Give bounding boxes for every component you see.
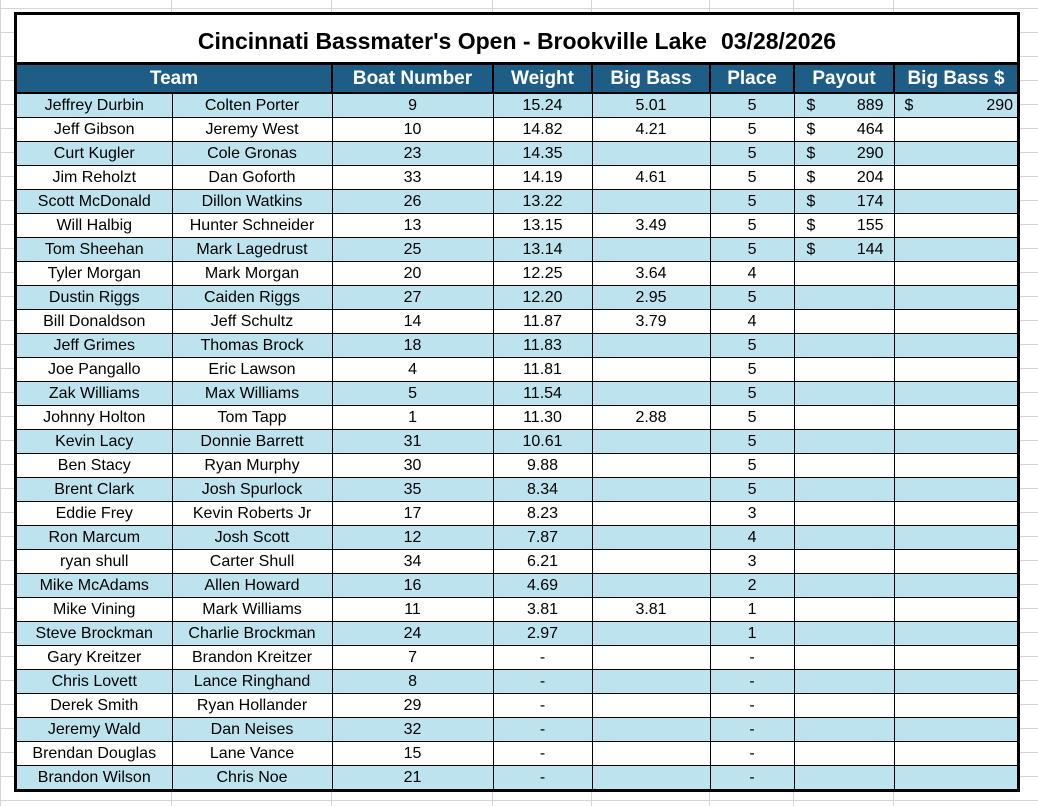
place-cell[interactable]: 1 [710,622,794,646]
boat-number-cell[interactable]: 26 [332,190,493,214]
boat-number-cell[interactable]: 29 [332,694,493,718]
boat-number-cell[interactable]: 31 [332,430,493,454]
table-row [17,286,1017,310]
team-member-1-cell[interactable]: Brendan Douglas [17,742,172,766]
weight-cell[interactable]: 14.35 [493,142,592,166]
team-member-2-cell[interactable]: Chris Noe [172,766,332,790]
place-cell[interactable]: - [710,742,794,766]
big-bass-dollars-cell[interactable] [894,478,1017,502]
payout-cell[interactable] [794,430,894,454]
big-bass-dollars-cell[interactable] [894,574,1017,598]
team-member-2-cell[interactable]: Mark Morgan [172,262,332,286]
team-member-2-cell[interactable]: Donnie Barrett [172,430,332,454]
big-bass-cell[interactable] [592,478,710,502]
big-bass-dollars-cell[interactable] [894,358,1017,382]
table-row [17,670,1017,694]
currency-symbol: $ [806,96,816,114]
big-bass-dollars-cell[interactable] [894,238,1017,262]
header-weight[interactable]: Weight [493,65,592,93]
amount: 174 [856,192,884,210]
big-bass-cell[interactable] [592,454,710,478]
boat-number-cell[interactable]: 20 [332,262,493,286]
team-member-2-cell[interactable]: Colten Porter [172,93,332,118]
big-bass-cell[interactable]: 4.21 [592,118,710,142]
place-cell[interactable]: 5 [710,406,794,430]
team-member-1-cell[interactable]: Tom Sheehan [17,238,172,262]
table-row [17,238,1017,262]
team-member-2-cell[interactable]: Brandon Kreitzer [172,646,332,670]
team-member-1-cell[interactable]: ryan shull [17,550,172,574]
weight-cell[interactable]: 9.88 [493,454,592,478]
big-bass-cell[interactable] [592,646,710,670]
place-cell[interactable]: 4 [710,526,794,550]
table-row [17,406,1017,430]
weight-cell[interactable]: 13.15 [493,214,592,238]
team-member-1-cell[interactable]: Jeff Grimes [17,334,172,358]
big-bass-dollars-cell[interactable] [894,718,1017,742]
team-member-1-cell[interactable]: Mike McAdams [17,574,172,598]
table-row [17,358,1017,382]
team-member-1-cell[interactable]: Jeff Gibson [17,118,172,142]
team-member-1-cell[interactable]: Ron Marcum [17,526,172,550]
boat-number-cell[interactable]: 15 [332,742,493,766]
weight-cell[interactable]: 8.23 [493,502,592,526]
weight-cell[interactable]: 13.14 [493,238,592,262]
team-member-1-cell[interactable]: Brent Clark [17,478,172,502]
table-row [17,310,1017,334]
payout-cell[interactable] [794,694,894,718]
big-bass-cell[interactable] [592,238,710,262]
payout-cell[interactable] [794,646,894,670]
team-member-2-cell[interactable]: Allen Howard [172,574,332,598]
place-cell[interactable]: 3 [710,550,794,574]
place-cell[interactable]: 4 [710,310,794,334]
payout-cell[interactable] [794,214,894,238]
team-member-2-cell[interactable]: Dan Neises [172,718,332,742]
table-row [17,694,1017,718]
weight-cell[interactable]: 12.25 [493,262,592,286]
boat-number-cell[interactable]: 17 [332,502,493,526]
big-bass-cell[interactable] [592,430,710,454]
big-bass-dollars-cell[interactable] [894,142,1017,166]
table-row [17,550,1017,574]
team-member-1-cell[interactable]: Zak Williams [17,382,172,406]
boat-number-cell[interactable]: 18 [332,334,493,358]
big-bass-cell[interactable] [592,742,710,766]
payout-cell[interactable] [794,382,894,406]
amount: 889 [856,96,884,114]
team-member-2-cell[interactable]: Jeremy West [172,118,332,142]
weight-cell[interactable]: 14.82 [493,118,592,142]
weight-cell[interactable]: - [493,742,592,766]
weight-cell[interactable]: 8.34 [493,478,592,502]
place-cell[interactable]: 5 [710,214,794,238]
table-row [17,502,1017,526]
currency-symbol: $ [806,216,816,234]
team-member-1-cell[interactable]: Eddie Frey [17,502,172,526]
place-cell[interactable]: 5 [710,93,794,118]
team-member-2-cell[interactable]: Hunter Schneider [172,214,332,238]
place-cell[interactable]: 5 [710,430,794,454]
big-bass-cell[interactable] [592,574,710,598]
team-member-2-cell[interactable]: Josh Spurlock [172,478,332,502]
big-bass-dollars-cell[interactable] [894,430,1017,454]
amount: 155 [856,216,884,234]
big-bass-dollars-cell[interactable] [894,502,1017,526]
boat-number-cell[interactable]: 32 [332,718,493,742]
header-place[interactable]: Place [710,65,794,93]
header-row [17,65,1017,93]
boat-number-cell[interactable]: 9 [332,93,493,118]
title-date: 03/28/2026 [720,28,837,54]
currency-symbol: $ [806,120,816,138]
payout-cell[interactable] [794,502,894,526]
big-bass-dollars-cell[interactable] [894,190,1017,214]
payout-cell[interactable] [794,142,894,166]
currency-symbol: $ [806,240,816,258]
payout-cell[interactable] [794,406,894,430]
weight-cell[interactable]: 3.81 [493,598,592,622]
place-cell[interactable]: 5 [710,334,794,358]
big-bass-dollars-cell[interactable] [894,646,1017,670]
boat-number-cell[interactable]: 14 [332,310,493,334]
team-member-1-cell[interactable]: Tyler Morgan [17,262,172,286]
table-row [17,118,1017,142]
table-row [17,742,1017,766]
place-cell[interactable]: 5 [710,118,794,142]
place-cell[interactable]: 5 [710,190,794,214]
place-cell[interactable]: 5 [710,382,794,406]
payout-cell[interactable] [794,93,894,118]
payout-cell[interactable] [794,574,894,598]
weight-cell[interactable]: 12.20 [493,286,592,310]
team-member-2-cell[interactable]: Carter Shull [172,550,332,574]
table-body [17,93,1017,789]
boat-number-cell[interactable]: 11 [332,598,493,622]
team-member-1-cell[interactable]: Kevin Lacy [17,430,172,454]
weight-cell[interactable]: - [493,670,592,694]
big-bass-cell[interactable] [592,718,710,742]
big-bass-cell[interactable]: 3.49 [592,214,710,238]
header-team[interactable]: Team [17,65,332,93]
team-member-2-cell[interactable]: Eric Lawson [172,358,332,382]
team-member-1-cell[interactable]: Johnny Holton [17,406,172,430]
header-big-bass-dollars[interactable]: Big Bass $ [894,65,1017,93]
currency-symbol: $ [904,96,914,114]
weight-cell[interactable]: 13.22 [493,190,592,214]
big-bass-cell[interactable] [592,694,710,718]
place-cell[interactable]: - [710,694,794,718]
currency-symbol: $ [806,144,816,162]
place-cell[interactable]: 5 [710,358,794,382]
payout-cell[interactable] [794,742,894,766]
place-cell[interactable]: 5 [710,286,794,310]
table-row [17,598,1017,622]
boat-number-cell[interactable]: 8 [332,670,493,694]
team-member-2-cell[interactable]: Josh Scott [172,526,332,550]
boat-number-cell[interactable]: 16 [332,574,493,598]
payout-cell[interactable] [794,190,894,214]
place-cell[interactable]: - [710,646,794,670]
weight-cell[interactable]: - [493,718,592,742]
team-member-2-cell[interactable]: Caiden Riggs [172,286,332,310]
results-sheet [14,12,1020,792]
weight-cell[interactable]: 11.87 [493,310,592,334]
team-member-1-cell[interactable]: Steve Brockman [17,622,172,646]
team-member-1-cell[interactable]: Ben Stacy [17,454,172,478]
weight-cell[interactable]: - [493,646,592,670]
payout-cell[interactable] [794,358,894,382]
place-cell[interactable]: 5 [710,238,794,262]
weight-cell[interactable]: 4.69 [493,574,592,598]
team-member-1-cell[interactable]: Will Halbig [17,214,172,238]
team-member-1-cell[interactable]: Brandon Wilson [17,766,172,790]
place-cell[interactable]: 4 [710,262,794,286]
team-member-2-cell[interactable]: Dan Goforth [172,166,332,190]
boat-number-cell[interactable]: 34 [332,550,493,574]
big-bass-dollars-cell[interactable] [894,670,1017,694]
table-row [17,478,1017,502]
amount: 464 [856,120,884,138]
payout-cell[interactable] [794,262,894,286]
header-payout[interactable]: Payout [794,65,894,93]
team-member-1-cell[interactable]: Gary Kreitzer [17,646,172,670]
weight-cell[interactable]: - [493,766,592,790]
header-big-bass[interactable]: Big Bass [592,65,710,93]
weight-cell[interactable]: 11.54 [493,382,592,406]
payout-cell[interactable] [794,454,894,478]
team-member-1-cell[interactable]: Derek Smith [17,694,172,718]
table-row [17,646,1017,670]
team-member-2-cell[interactable]: Jeff Schultz [172,310,332,334]
team-member-2-cell[interactable]: Dillon Watkins [172,190,332,214]
big-bass-dollars-cell[interactable] [894,454,1017,478]
big-bass-dollars-cell[interactable] [894,766,1017,790]
table-row [17,93,1017,118]
amount: 144 [856,240,884,258]
big-bass-cell[interactable] [592,142,710,166]
big-bass-cell[interactable] [592,526,710,550]
team-member-1-cell[interactable]: Chris Lovett [17,670,172,694]
big-bass-cell[interactable] [592,358,710,382]
team-member-1-cell[interactable]: Joe Pangallo [17,358,172,382]
header-boat-number[interactable]: Boat Number [332,65,493,93]
boat-number-cell[interactable]: 25 [332,238,493,262]
payout-cell[interactable] [794,310,894,334]
team-member-1-cell[interactable]: Jeremy Wald [17,718,172,742]
big-bass-cell[interactable] [592,670,710,694]
team-member-2-cell[interactable]: Tom Tapp [172,406,332,430]
big-bass-cell[interactable] [592,190,710,214]
payout-cell[interactable] [794,526,894,550]
big-bass-dollars-cell[interactable] [894,118,1017,142]
place-cell[interactable]: - [710,718,794,742]
place-cell[interactable]: 1 [710,598,794,622]
table-row [17,166,1017,190]
place-cell[interactable]: - [710,766,794,790]
team-member-2-cell[interactable]: Kevin Roberts Jr [172,502,332,526]
big-bass-dollars-cell[interactable] [894,526,1017,550]
table-row [17,142,1017,166]
big-bass-dollars-cell[interactable] [894,262,1017,286]
big-bass-dollars-cell[interactable] [894,742,1017,766]
table-row [17,574,1017,598]
place-cell[interactable]: 5 [710,142,794,166]
big-bass-dollars-cell[interactable] [894,550,1017,574]
big-bass-cell[interactable]: 2.95 [592,286,710,310]
team-member-2-cell[interactable]: Lane Vance [172,742,332,766]
big-bass-cell[interactable] [592,382,710,406]
team-member-2-cell[interactable]: Mark Lagedrust [172,238,332,262]
big-bass-cell[interactable]: 3.64 [592,262,710,286]
big-bass-cell[interactable] [592,622,710,646]
table-row [17,334,1017,358]
team-member-2-cell[interactable]: Ryan Hollander [172,694,332,718]
amount: 290 [856,144,884,162]
team-member-2-cell[interactable]: Max Williams [172,382,332,406]
payout-cell[interactable] [794,550,894,574]
boat-number-cell[interactable]: 30 [332,454,493,478]
table-row [17,382,1017,406]
big-bass-cell[interactable]: 2.88 [592,406,710,430]
place-cell[interactable]: 5 [710,478,794,502]
place-cell[interactable]: - [710,670,794,694]
payout-cell[interactable] [794,166,894,190]
boat-number-cell[interactable]: 35 [332,478,493,502]
boat-number-cell[interactable]: 5 [332,382,493,406]
big-bass-dollars-cell[interactable] [894,622,1017,646]
weight-cell[interactable]: 11.81 [493,358,592,382]
payout-cell[interactable] [794,478,894,502]
payout-cell[interactable] [794,334,894,358]
boat-number-cell[interactable]: 12 [332,526,493,550]
weight-cell[interactable]: - [493,694,592,718]
weight-cell[interactable]: 11.30 [493,406,592,430]
weight-cell[interactable]: 14.19 [493,166,592,190]
table-row [17,454,1017,478]
payout-cell[interactable] [794,718,894,742]
boat-number-cell[interactable]: 24 [332,622,493,646]
team-member-1-cell[interactable]: Mike Vining [17,598,172,622]
table-row [17,718,1017,742]
payout-cell[interactable] [794,118,894,142]
boat-number-cell[interactable]: 4 [332,358,493,382]
big-bass-cell[interactable] [592,766,710,790]
big-bass-dollars-cell[interactable] [894,382,1017,406]
big-bass-cell[interactable]: 3.81 [592,598,710,622]
team-member-2-cell[interactable]: Cole Gronas [172,142,332,166]
big-bass-cell[interactable]: 4.61 [592,166,710,190]
big-bass-dollars-cell[interactable] [894,694,1017,718]
team-member-1-cell[interactable]: Scott McDonald [17,190,172,214]
currency-symbol: $ [806,168,816,186]
big-bass-dollars-cell[interactable] [894,93,1017,118]
weight-cell[interactable]: 6.21 [493,550,592,574]
team-member-1-cell[interactable]: Bill Donaldson [17,310,172,334]
boat-number-cell[interactable]: 1 [332,406,493,430]
big-bass-dollars-cell[interactable] [894,406,1017,430]
big-bass-dollars-cell[interactable] [894,598,1017,622]
table-row [17,526,1017,550]
weight-cell[interactable]: 2.97 [493,622,592,646]
table-row [17,622,1017,646]
team-member-1-cell[interactable]: Jim Reholzt [17,166,172,190]
payout-cell[interactable] [794,670,894,694]
boat-number-cell[interactable]: 13 [332,214,493,238]
title-text: Cincinnati Bassmater's Open - Brookville Lake [197,28,707,54]
payout-cell[interactable] [794,598,894,622]
team-member-2-cell[interactable]: Thomas Brock [172,334,332,358]
big-bass-dollars-cell[interactable] [894,166,1017,190]
place-cell[interactable]: 5 [710,166,794,190]
place-cell[interactable]: 3 [710,502,794,526]
payout-cell[interactable] [794,622,894,646]
table-row [17,214,1017,238]
big-bass-cell[interactable] [592,550,710,574]
payout-cell[interactable] [794,238,894,262]
sheet-title[interactable] [17,15,1017,65]
team-member-2-cell[interactable]: Ryan Murphy [172,454,332,478]
boat-number-cell[interactable]: 7 [332,646,493,670]
place-cell[interactable]: 2 [710,574,794,598]
amount: 204 [856,168,884,186]
team-member-1-cell[interactable]: Jeffrey Durbin [17,93,172,118]
table-row [17,190,1017,214]
team-member-1-cell[interactable]: Curt Kugler [17,142,172,166]
currency-symbol: $ [806,192,816,210]
weight-cell[interactable]: 7.87 [493,526,592,550]
payout-cell[interactable] [794,286,894,310]
results-table [17,65,1017,789]
big-bass-dollars-cell[interactable] [894,310,1017,334]
table-row [17,766,1017,790]
big-bass-dollars-cell[interactable] [894,334,1017,358]
team-member-1-cell[interactable]: Dustin Riggs [17,286,172,310]
table-row [17,430,1017,454]
big-bass-dollars-cell[interactable] [894,214,1017,238]
boat-number-cell[interactable]: 10 [332,118,493,142]
big-bass-dollars-cell[interactable] [894,286,1017,310]
table-row [17,262,1017,286]
payout-cell[interactable] [794,766,894,790]
weight-cell[interactable]: 11.83 [493,334,592,358]
boat-number-cell[interactable]: 23 [332,142,493,166]
place-cell[interactable]: 5 [710,454,794,478]
big-bass-cell[interactable]: 5.01 [592,93,710,118]
team-member-2-cell[interactable]: Mark Williams [172,598,332,622]
boat-number-cell[interactable]: 33 [332,166,493,190]
team-member-2-cell[interactable]: Lance Ringhand [172,670,332,694]
boat-number-cell[interactable]: 21 [332,766,493,790]
big-bass-cell[interactable] [592,502,710,526]
amount: 290 [986,96,1014,114]
boat-number-cell[interactable]: 27 [332,286,493,310]
weight-cell[interactable]: 15.24 [493,93,592,118]
big-bass-cell[interactable]: 3.79 [592,310,710,334]
team-member-2-cell[interactable]: Charlie Brockman [172,622,332,646]
weight-cell[interactable]: 10.61 [493,430,592,454]
big-bass-cell[interactable] [592,334,710,358]
